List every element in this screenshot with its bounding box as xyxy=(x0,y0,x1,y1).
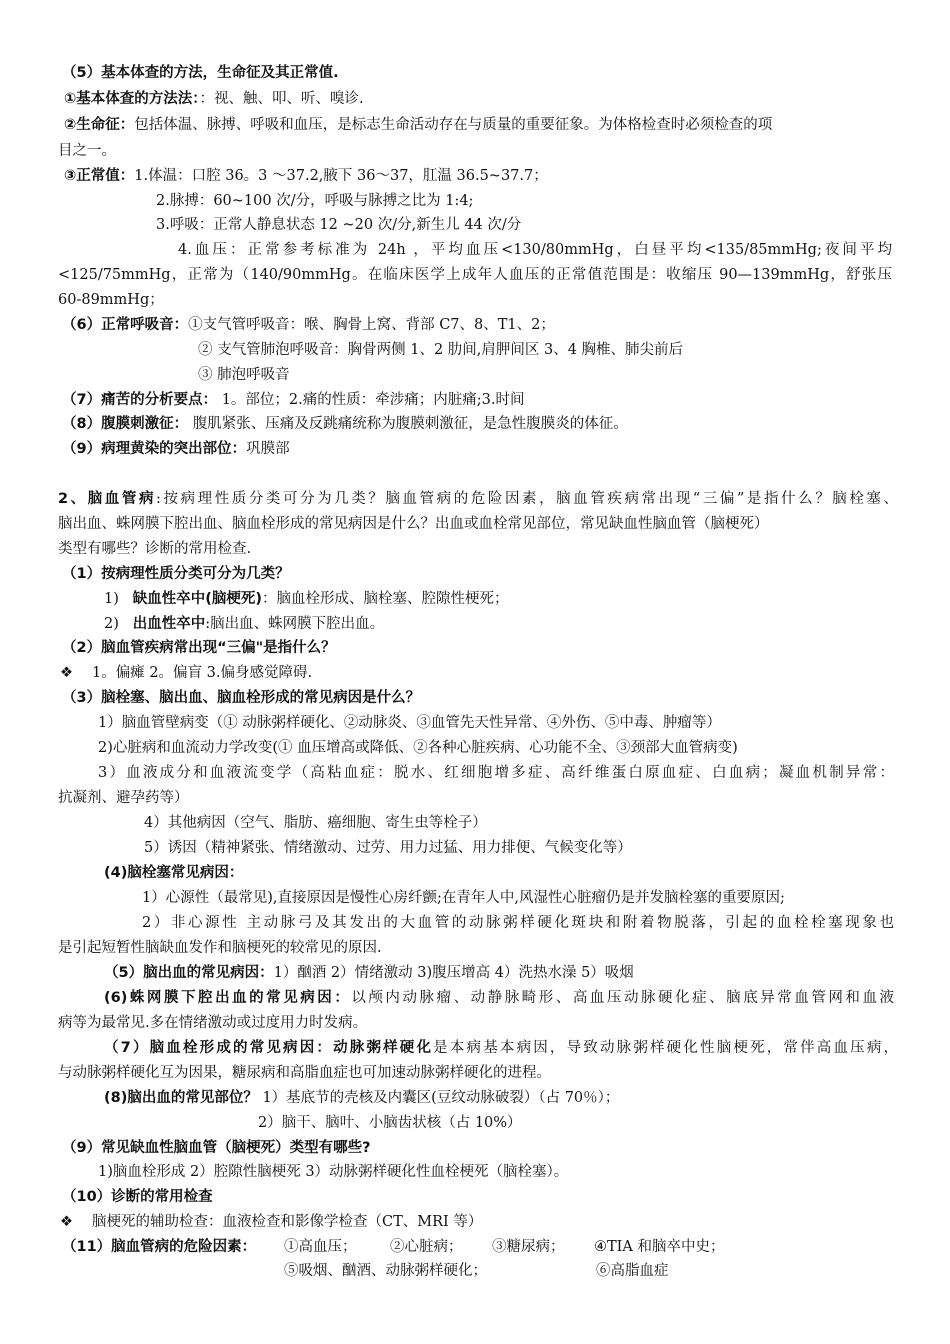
question-2: （2）脑血管疾病常出现“三偏"是指什么？ xyxy=(62,640,336,656)
exam-methods-text: ：视、触、叩、听、嗅诊. xyxy=(199,91,364,107)
q1-item-1-text: ：脑血栓形成、脑栓塞、腔隙性梗死； xyxy=(261,591,509,607)
q10-item xyxy=(60,1210,950,1235)
breath-sounds-1: ①支气管呼吸音：喉、胸骨上窝、背部 C7、8、T1、2； xyxy=(188,317,555,333)
pain-analysis-line xyxy=(62,388,950,413)
q6-text-2: 病等为最常见.多在情绪激动或过度用力时发病。 xyxy=(58,1015,368,1031)
breath-sounds-label: （6）正常呼吸音： xyxy=(62,317,189,333)
jaundice-label: （9）病理黄染的突出部位： xyxy=(62,441,247,457)
normal-bp-1: 4.血压：正常参考标准为 24h ，平均血压<130/80mmHg，白昼平均<135/85mmHg;夜间平均 xyxy=(178,242,892,258)
cerebrovascular-intro-1 xyxy=(58,487,898,512)
q1-item-1-label: 缺血性卒中(脑梗死) xyxy=(132,591,262,607)
normal-values-line xyxy=(64,164,950,189)
question-10: （10）诊断的常用检查 xyxy=(62,1189,213,1205)
question-8-line xyxy=(104,1086,950,1111)
q8-text-1: 1）基底节的壳核及内囊区(豆纹动脉破裂）（占 70％）； xyxy=(262,1090,620,1106)
question-5: （5）脑出血的常见病因： xyxy=(104,965,274,981)
risk-factor-1: ①高血压； xyxy=(284,1239,357,1255)
cerebrovascular-intro-3: 类型有哪些？诊断的常用检查. xyxy=(58,541,252,557)
q1-item-2 xyxy=(104,612,950,637)
risk-factor-5: ⑤吸烟、酗酒、动脉粥样硬化； xyxy=(284,1263,487,1279)
diamond-bullet-icon: ❖ xyxy=(60,1214,73,1230)
q8-text-2: 2）脑干、脑叶、小脑齿状核（占 10%） xyxy=(258,1115,522,1131)
jaundice-line xyxy=(62,437,950,462)
risk-factor-4: ④TIA 和脑卒中史； xyxy=(594,1239,725,1255)
pain-analysis-label: （7）痛苦的分析要点： xyxy=(62,392,218,408)
q3-item-3b: 抗凝剂、避孕药等） xyxy=(58,790,189,806)
q7-cause: 动脉粥样硬化 xyxy=(333,1040,434,1056)
question-6-line xyxy=(104,986,894,1011)
cerebrovascular-intro-2: 脑出血、蛛网膜下腔出血、脑血栓形成的常见病因是什么？出血或血栓常见部位，常见缺血性脑血管（脑梗死） xyxy=(58,516,769,532)
jaundice-text: 巩膜部 xyxy=(246,441,290,457)
risk-factor-3: ③糖尿病； xyxy=(492,1239,565,1255)
question-7-line xyxy=(104,1036,898,1061)
normal-values-label: ③正常值： xyxy=(64,168,135,184)
diamond-bullet-icon: ❖ xyxy=(60,665,73,681)
q1-item-2-label: 出血性卒中 xyxy=(132,616,206,632)
question-9: （9）常见缺血性脑血管（脑梗死）类型有哪些? xyxy=(62,1140,371,1156)
q10-item-text: 脑梗死的辅助检查：血液检查和影像学检查（CT、MRI 等） xyxy=(92,1214,483,1230)
q3-item-3a: 3）血液成分和血液流变学（高粘血症：脱水、红细胞增多症、高纤维蛋白原血症、白血病；凝血机制异常： xyxy=(98,765,894,781)
peritoneal-line xyxy=(62,412,950,437)
normal-pulse: 2.脉搏：60~100 次/分，呼吸与脉搏之比为 1:4; xyxy=(156,193,474,209)
question-4: (4)脑栓塞常见病因： xyxy=(104,865,244,881)
question-5-line xyxy=(104,961,950,986)
q9-text: 1)脑血栓形成 2）腔隙性脑梗死 3）动脉粥样硬化性血栓梗死（脑栓塞）。 xyxy=(98,1164,569,1180)
question-11-line xyxy=(62,1235,950,1260)
vital-signs-text: 包括体温、脉搏、呼吸和血压，是标志生命活动存在与质量的重要征象。为体格检查时必须检查的项 xyxy=(134,117,773,133)
pain-analysis-text: 1。部位；2.痛的性质：牵涉痛；内脏痛;3.时间 xyxy=(217,392,525,408)
cerebrovascular-title: 2、脑血管病 xyxy=(58,491,157,507)
question-7: （7）脑血栓形成的常见病因： xyxy=(104,1040,334,1056)
breath-sounds-line xyxy=(62,313,950,338)
q3-item-5: 5）诱因（精神紧张、情绪激动、过劳、用力过猛、用力排便、气候变化等） xyxy=(144,840,632,856)
normal-temp: 1.体温：口腔 36。3 ～37.2,腋下 36～37，肛温 36.5~37.7； xyxy=(134,168,548,184)
question-6: (6)蛛网膜下腔出血的常见病因： xyxy=(104,990,352,1006)
peritoneal-text: 腹肌紧张、压痛及反跳痛统称为腹膜刺激征，是急性腹膜炎的体征。 xyxy=(188,416,628,432)
q1-item-2-text: :脑出血、蛛网膜下腔出血。 xyxy=(205,616,385,632)
risk-factor-2: ②心脏病； xyxy=(390,1239,463,1255)
q3-item-4: 4）其他病因（空气、脂肪、癌细胞、寄生虫等栓子） xyxy=(144,815,487,831)
question-1: （1）按病理性质分类可分为几类？ xyxy=(62,566,290,582)
cerebrovascular-intro-text: :按病理性质分类可分为几类？脑血管病的危险因素，脑血管疾病常出现“三偏”是指什么？脑栓塞、 xyxy=(156,491,898,507)
normal-bp-3: 60-89mmHg； xyxy=(58,292,164,308)
q3-item-2: 2)心脏病和血流动力学改变(① 血压增高或降低、②各种心脏疾病、心功能不全、③颈部大血管病变) xyxy=(98,740,738,756)
q4-item-2a: 2）非心源性 主动脉弓及其发出的大血管的动脉粥样硬化斑块和附着物脱落，引起的血栓栓塞现象也 xyxy=(142,915,894,931)
q4-item-2b: 是引起短暂性脑缺血发作和脑梗死的较常见的原因. xyxy=(58,940,382,956)
normal-respiration: 3.呼吸：正常人静息状态 12 ~20 次/分,新生儿 44 次/分 xyxy=(156,217,522,233)
q3-item-1: 1）脑血管壁病变（① 动脉粥样硬化、②动脉炎、③血管先天性异常、④外伤、⑤中毒、肿瘤等） xyxy=(98,715,721,731)
vital-signs-label: ②生命征： xyxy=(64,117,135,133)
vital-signs-line-2: 目之一。 xyxy=(58,143,116,159)
q1-item-2-num: 2) xyxy=(104,616,124,632)
question-11: （11）脑血管病的危险因素： xyxy=(62,1239,257,1255)
exam-methods-line xyxy=(64,87,950,112)
q2-item-text: 1。偏瘫 2。偏盲 3.偏身感觉障碍. xyxy=(92,665,313,681)
q1-item-1 xyxy=(104,587,950,612)
normal-bp-2: <125/75mmHg，正常为（140/90mmHg。在临床医学上成年人血压的正常值范围是：收缩压 90—139mmHg，舒张压 xyxy=(58,267,892,283)
q4-item-1: 1）心源性（最常见),直接原因是慢性心房纤颤;在青年人中,风湿性心脏瘤仍是并发脑栓塞的重要原因; xyxy=(142,890,785,906)
q5-text: 1）酗酒 2）情绪激动 3)腹压增高 4）洗热水澡 5）吸烟 xyxy=(273,965,634,981)
question-3: （3）脑栓塞、脑出血、脑血栓形成的常见病因是什么？ xyxy=(62,690,421,706)
peritoneal-label: （8）腹膜刺激征： xyxy=(62,416,189,432)
q2-item xyxy=(60,661,950,686)
q7-text-1: 是本病基本病因，导致动脉粥样硬化性脑梗死，常伴高血压病， xyxy=(433,1040,898,1056)
risk-factor-6: ⑥高脂血症 xyxy=(596,1263,669,1279)
question-11-line-2 xyxy=(0,1259,950,1284)
heading-5: （5）基本体查的方法，生命征及其正常值. xyxy=(62,65,339,81)
q6-text-1: 以颅内动脉瘤、动静脉畸形、高血压动脉硬化症、脑底异常血管网和血液 xyxy=(351,990,894,1006)
q7-text-2: 与动脉粥样硬化互为因果，糖尿病和高脂血症也可加速动脉粥样硬化的进程。 xyxy=(58,1065,551,1081)
exam-methods-label: ①基本体查的方法法： xyxy=(64,91,200,107)
breath-sounds-2: ② 支气管肺泡呼吸音：胸骨两侧 1、2 肋间,肩胛间区 3、4 胸椎、肺尖前后 xyxy=(198,342,684,358)
vital-signs-line xyxy=(64,113,894,138)
question-8: (8)脑出血的常见部位？ xyxy=(104,1090,258,1106)
q1-item-1-num: 1) xyxy=(104,591,124,607)
breath-sounds-3: ③ 肺泡呼吸音 xyxy=(198,367,290,383)
